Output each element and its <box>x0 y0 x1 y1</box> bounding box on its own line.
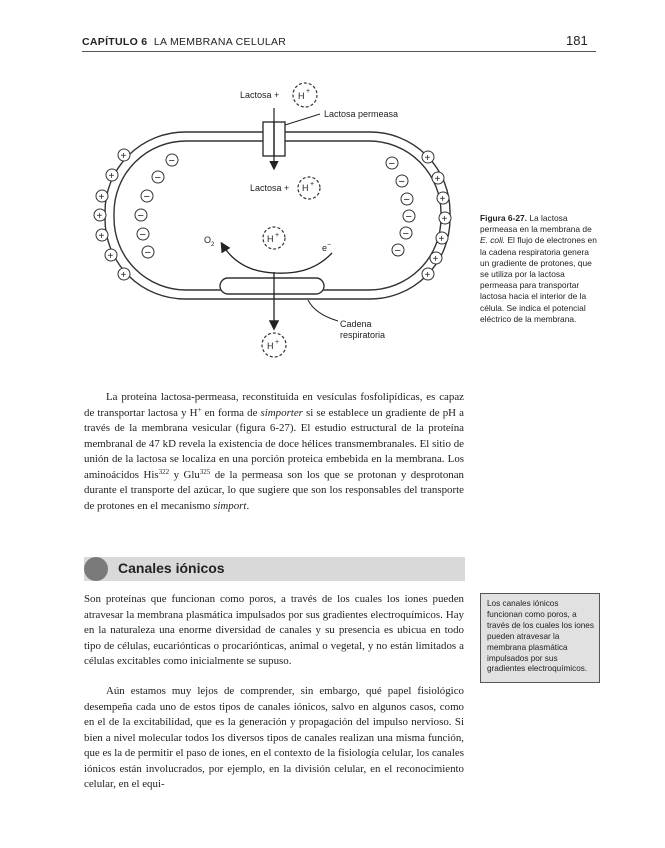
header-rule <box>82 51 596 52</box>
section-title: Canales iónicos <box>118 560 225 576</box>
svg-text:+: + <box>120 270 127 281</box>
proton-top <box>293 83 317 107</box>
margin-note: Los canales iónicos funcionan como poros, a través de los cuales los iones pueden atravesar la membrana plasmática impulsados por sus gradientes electroquímicos. <box>480 593 600 683</box>
svg-text:H: H <box>267 341 274 351</box>
svg-text:−: − <box>139 229 146 241</box>
svg-text:+: + <box>108 171 115 182</box>
svg-text:+: + <box>96 211 103 222</box>
proton-out <box>262 333 286 357</box>
svg-text:+: + <box>107 251 114 262</box>
chapter-label: CAPÍTULO 6 <box>82 36 148 48</box>
svg-text:+: + <box>120 151 127 162</box>
svg-text:+: + <box>424 153 431 164</box>
svg-text:−: − <box>137 210 144 222</box>
respiratory-chain <box>220 278 324 294</box>
svg-text:+: + <box>275 232 280 239</box>
caption-text-b: El flujo de electrones en la cadena respiratoria genera un gradiente de protones, que se utiliza por la lactosa permeasa para transportar lactosa hacia el interior de la célula. Se indica el potencial eléctrico de la membrana. <box>480 235 597 324</box>
chapter-title: LA MEMBRANA CELULAR <box>153 36 287 48</box>
svg-text:+: + <box>432 254 439 265</box>
section-bullet <box>84 557 108 581</box>
svg-text:H: H <box>267 234 274 244</box>
running-header <box>82 36 286 48</box>
membrane-outer <box>105 132 450 299</box>
svg-text:H: H <box>302 183 309 193</box>
body-paragraph-ion-channels: Son proteínas que funcionan como poros, a través de los cuales los iones pueden atravesar la membrana plasmática impulsados por sus gradientes electroquímicos. Hay en la naturaleza una enorme diversidad de canales y su presencia es ubicua en todo tipo de células, eucariónticas o procariónticas, animal o vegetal, y no están limitados a células excitables como inicialmente se supuso. <box>84 593 464 667</box>
chain-label-line2: respiratoria <box>340 330 386 340</box>
page-number: 181 <box>566 33 588 48</box>
svg-text:−: − <box>143 191 150 203</box>
svg-text:+: + <box>424 270 431 281</box>
svg-text:−: − <box>388 158 395 170</box>
o2-label: $O_2$ <box>204 235 215 248</box>
caption-label: Figura 6-27. <box>480 213 528 223</box>
lactose-top-label: Lactosa + <box>240 90 280 100</box>
svg-text:+: + <box>275 339 280 346</box>
svg-text:−: − <box>402 228 409 240</box>
svg-text:+: + <box>434 174 441 185</box>
svg-text:−: − <box>144 247 151 259</box>
svg-text:+: + <box>98 231 105 242</box>
body-paragraph-function: Aún estamos muy lejos de comprender, sin embargo, qué papel fisiológico desempeña cada uno de estos tipos de canales iónicos, salvo en algunos casos, como en el de la excitabilidad, que es la generación y propagación del impulso nervioso. Si bien a nivel molecular todos los diversos tipos de canales realizan una misma función, que es la de permitir el paso de iones, en el contexto de la fisiología celular, los canales iónicos están involucrados, por ejemplo, en la división celular, en el reconocimiento celular, en el equi- <box>84 685 464 790</box>
svg-text:+: + <box>439 194 446 205</box>
svg-text:−: − <box>168 155 175 167</box>
chain-label-line1: Cadena <box>340 319 372 329</box>
svg-text:−: − <box>405 211 412 223</box>
svg-text:−: − <box>154 172 161 184</box>
body-paragraph-lactose: La proteína lactosa-permeasa, reconstituida en vesículas fosfolipídicas, es capaz de transportar lactosa y H+ en forma de simporter si se establece un gradiente de pH a través de la membrana vesicular (figura 6-27). El estudio estructural de la proteína membranal de 47 kD revela la existencia de doce hélices transmembranales. El sitio de unión de la lactosa se localiza en una porción proteica embebida en la membrana. Los aminoácidos His$^{322}$ y Glu$^{325}$ de la permeasa son los que se protonan y desprotonan durante el transporte del azúcar, lo que sugiere que son los responsables del transporte de protones en el mecanismo simport. <box>84 391 464 512</box>
svg-text:+: + <box>306 88 311 95</box>
svg-text:−: − <box>394 245 401 257</box>
outer-positive-charges <box>94 149 451 281</box>
electron-label: e− <box>322 242 332 253</box>
svg-text:+: + <box>310 181 315 188</box>
svg-text:−: − <box>403 194 410 206</box>
svg-text:+: + <box>98 192 105 203</box>
svg-text:H: H <box>298 91 305 101</box>
svg-text:+: + <box>441 214 448 225</box>
figure-lactose-permease <box>82 60 482 370</box>
caption-species: E. coli. <box>480 235 506 246</box>
svg-text:+: + <box>438 234 445 245</box>
lactose-inner-label: Lactosa + <box>250 183 290 193</box>
svg-text:−: − <box>398 176 405 188</box>
caption-text-a: La lactosa permeasa en la membrana de <box>480 213 592 235</box>
permease-label: Lactosa permeasa <box>324 109 399 119</box>
figure-caption <box>480 213 600 325</box>
